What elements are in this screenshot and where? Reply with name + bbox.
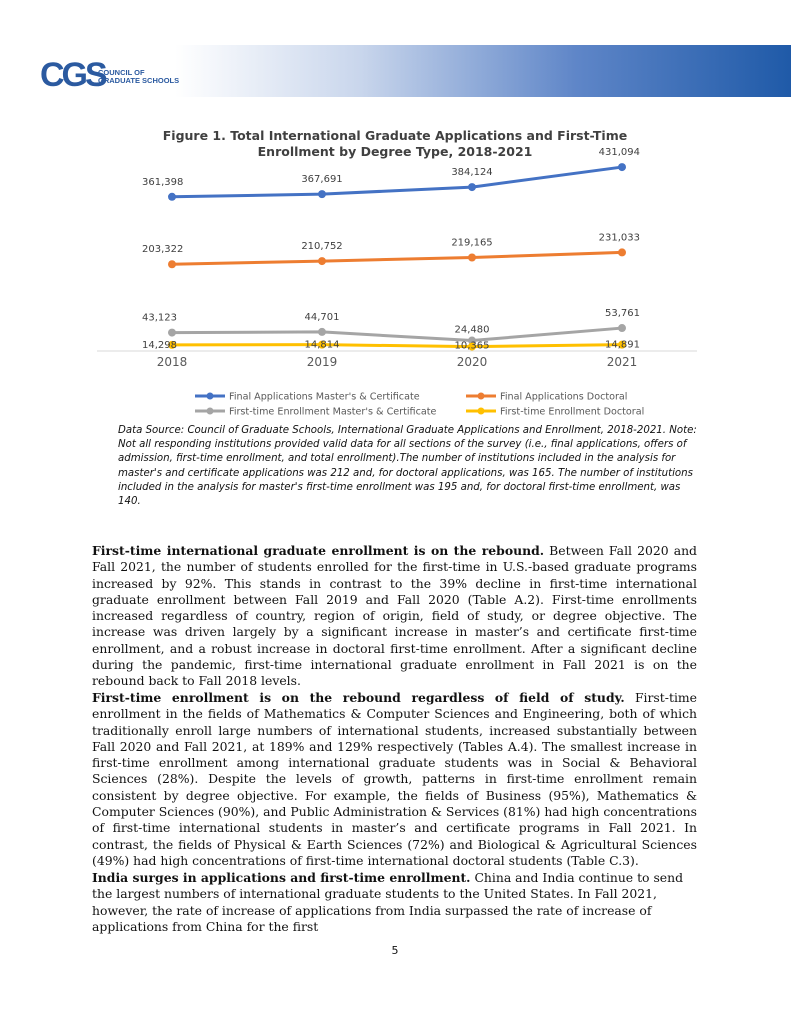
data-point bbox=[168, 193, 176, 201]
paragraph-2 bbox=[92, 690, 697, 869]
data-point bbox=[468, 183, 476, 191]
series-line bbox=[172, 167, 622, 197]
paragraph-2-heading: First-time enrollment is on the rebound regardless of field of study. bbox=[92, 690, 625, 705]
legend-marker bbox=[207, 393, 214, 400]
data-point bbox=[618, 163, 626, 171]
series-line bbox=[172, 252, 622, 264]
data-point bbox=[618, 324, 626, 332]
figure-caption: Data Source: Council of Graduate Schools, International Graduate Applications and Enrollment, 2018-2021. Note: Not all responding institutions provided valid data for all sections of the survey (i.e., final applications, offers of admission, first-time enrollment, and total enrollment).The number of institutions included in the analysis for master's and certificate applications was 212 and, for doctoral applications, was 165. The number of institutions included in the analysis for master's first-time enrollment was 195 and, for doctoral first-time enrollment, was 140. bbox=[118, 425, 697, 508]
logo-line-2: GRADUATE SCHOOLS bbox=[98, 76, 180, 85]
data-label: 24,480 bbox=[454, 324, 490, 336]
paragraph-2-body: First-time enrollment in the fields of Mathematics & Computer Sciences and Engineering, both of which traditionally enroll large numbers of international students, increased substantially between Fall 2020 and Fall 2021, at 189% and 129% respectively (Tables A.4). The smallest increase in first-time enrollment among international graduate students was in Social & Behavioral Sciences (28%). Despite the levels of growth, patterns in first-time enrollment remain consistent by degree objective. For example, the fields of Business (95%), Mathematics & Computer Sciences (90%), and Public Administration & Services (81%) had high concentrations of first-time international students in master’s and certificate programs in Fall 2021. In contrast, the fields of Physical & Earth Sciences (72%) and Biological & Agricultural Sciences (49%) had high concentrations of first-time international doctoral students (Table C.3). bbox=[92, 690, 698, 868]
paragraph-1-body: Between Fall 2020 and Fall 2021, the number of students enrolled for the first-time in U.S.-based graduate programs increased by 92%. This stands in contrast to the 39% decline in first-time international graduate enrollment between Fall 2019 and Fall 2020 (Table A.2). First-time enrollments increased regardless of country, region of origin, field of study, or degree objective. The increase was driven largely by a significant increase in master’s and certificate first-time enrollment, and a robust increase in doctoral first-time enrollment. After a significant decline during the pandemic, first-time international graduate enrollment in Fall 2021 is on the rebound back to Fall 2018 levels. bbox=[92, 543, 697, 689]
legend-label: First-time Enrollment Doctoral bbox=[500, 406, 645, 418]
legend-label: Final Applications Master's & Certificate bbox=[229, 391, 420, 403]
data-label: 367,691 bbox=[301, 174, 343, 186]
series-line bbox=[172, 345, 622, 347]
data-label: 210,752 bbox=[301, 241, 343, 253]
data-point bbox=[318, 190, 326, 198]
x-tick-label: 2021 bbox=[606, 355, 638, 369]
x-tick-label: 2019 bbox=[306, 355, 338, 369]
legend-label: First-time Enrollment Master's & Certificate bbox=[229, 406, 437, 418]
data-label: 431,094 bbox=[598, 147, 640, 159]
data-label: 14,891 bbox=[605, 339, 640, 351]
paragraph-1-heading: First-time international graduate enrollment is on the rebound. bbox=[92, 543, 545, 558]
data-label: 53,761 bbox=[605, 308, 640, 320]
data-label: 14,298 bbox=[142, 339, 177, 351]
chart-title-line-1: Figure 1. Total International Graduate Applications and First-Time bbox=[162, 128, 628, 143]
x-tick-label: 2018 bbox=[156, 355, 188, 369]
line-chart bbox=[0, 0, 791, 420]
data-point bbox=[618, 248, 626, 256]
data-label: 384,124 bbox=[451, 167, 493, 179]
data-label: 231,033 bbox=[598, 232, 640, 244]
data-label: 14,814 bbox=[304, 339, 340, 351]
data-label: 219,165 bbox=[451, 237, 493, 249]
data-label: 43,123 bbox=[142, 312, 177, 324]
paragraph-3 bbox=[92, 870, 697, 935]
legend-marker bbox=[478, 393, 485, 400]
paragraph-3-body: China and India continue to send the largest numbers of international graduate students to the United States. In Fall 2021, however, the rate of increase of applications from India surpassed the rate of increase of applications from China for the first bbox=[92, 870, 684, 934]
data-point bbox=[168, 260, 176, 268]
logo-line-1: COUNCIL OF bbox=[98, 68, 145, 77]
data-point bbox=[468, 253, 476, 261]
legend-marker bbox=[478, 408, 485, 415]
data-point bbox=[318, 257, 326, 265]
series-line bbox=[172, 328, 622, 340]
data-point bbox=[168, 329, 176, 337]
data-label: 10,365 bbox=[454, 340, 490, 352]
page-number: 5 bbox=[391, 944, 399, 957]
paragraph-1 bbox=[92, 543, 697, 690]
legend-label: Final Applications Doctoral bbox=[500, 391, 628, 403]
data-point bbox=[318, 328, 326, 336]
legend-marker bbox=[207, 408, 214, 415]
logo-mark: CGS bbox=[40, 56, 105, 94]
data-label: 361,398 bbox=[142, 176, 184, 188]
paragraph-3-heading: India surges in applications and first-time enrollment. bbox=[92, 870, 471, 885]
data-label: 203,322 bbox=[142, 244, 184, 256]
x-tick-label: 2020 bbox=[456, 355, 488, 369]
chart-title-line-2: Enrollment by Degree Type, 2018-2021 bbox=[257, 144, 533, 159]
data-label: 44,701 bbox=[304, 311, 340, 323]
